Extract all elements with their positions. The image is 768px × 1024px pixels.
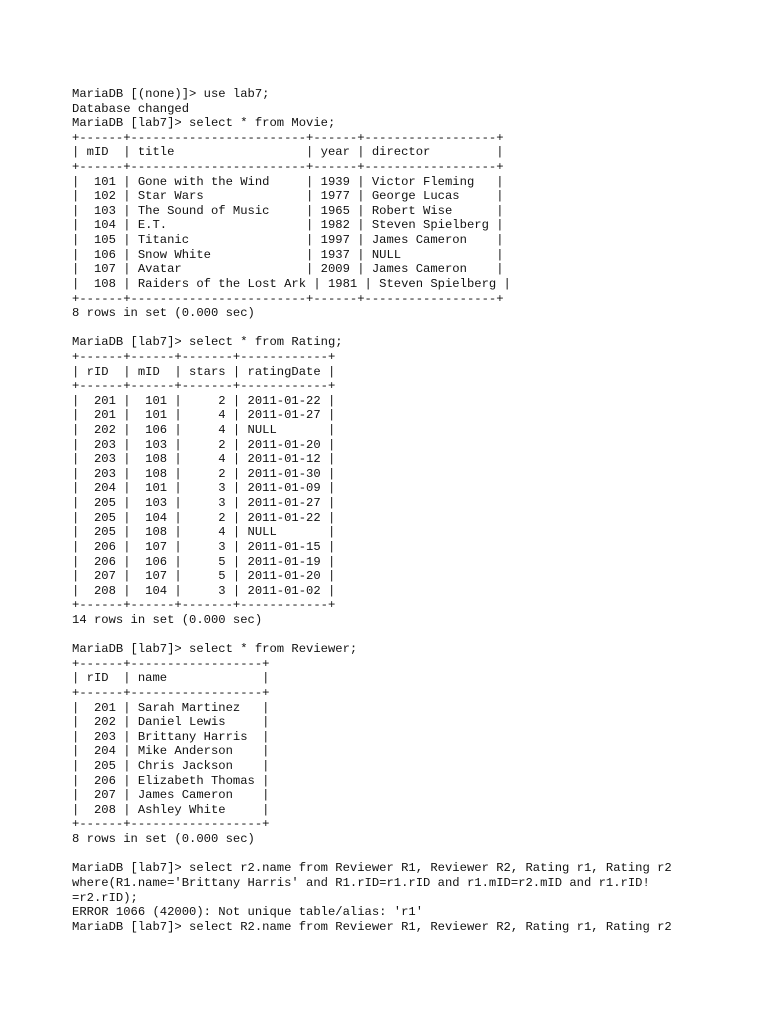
terminal-line: +------+------------------------+------+------------------+ (72, 160, 504, 175)
terminal-line: | 205 | Chris Jackson | (72, 759, 270, 774)
terminal-line: | mID | title | year | director | (72, 145, 504, 160)
terminal-line: | 203 | 103 | 2 | 2011-01-20 | (72, 437, 336, 452)
terminal-line: | 202 | 106 | 4 | NULL | (72, 423, 336, 438)
terminal-line: +------+------------------+ (72, 656, 270, 671)
terminal-line: | 201 | 101 | 2 | 2011-01-22 | (72, 393, 336, 408)
terminal-line: | 105 | Titanic | 1997 | James Cameron | (72, 233, 504, 248)
terminal-line: | 207 | James Cameron | (72, 788, 270, 803)
terminal-line: +------+------+-------+------------+ (72, 349, 336, 364)
terminal-line: | 203 | 108 | 4 | 2011-01-12 | (72, 452, 336, 467)
terminal-line: | 203 | Brittany Harris | (72, 729, 270, 744)
terminal-line: | 202 | Daniel Lewis | (72, 715, 270, 730)
terminal-line: MariaDB [lab7]> select * from Movie; (72, 116, 336, 131)
terminal-line: where(R1.name='Brittany Harris' and R1.rID=r1.rID and r1.mID=r2.mID and r1.rID! (72, 875, 650, 890)
terminal-line: +------+------+-------+------------+ (72, 379, 336, 394)
terminal-line: | 206 | 107 | 3 | 2011-01-15 | (72, 539, 336, 554)
terminal-line: | 204 | Mike Anderson | (72, 744, 270, 759)
terminal-line: MariaDB [lab7]> select * from Rating; (72, 335, 343, 350)
terminal-line (72, 628, 752, 643)
terminal-line: ERROR 1066 (42000): Not unique table/alias: 'r1' (72, 905, 424, 920)
terminal-line (72, 847, 752, 862)
terminal-line: | 203 | 108 | 2 | 2011-01-30 | (72, 466, 336, 481)
terminal-output (72, 87, 752, 934)
terminal-line: MariaDB [lab7]> select r2.name from Reviewer R1, Reviewer R2, Rating r1, Rating r2 (72, 861, 672, 876)
terminal-line: | 106 | Snow White | 1937 | NULL | (72, 247, 504, 262)
terminal-line: | rID | mID | stars | ratingDate | (72, 364, 336, 379)
terminal-line: | 104 | E.T. | 1982 | Steven Spielberg | (72, 218, 504, 233)
terminal-line: | 208 | Ashley White | (72, 802, 270, 817)
terminal-line: MariaDB [lab7]> select * from Reviewer; (72, 642, 358, 657)
terminal-line: +------+------------------+ (72, 817, 270, 832)
terminal-line: MariaDB [(none)]> use lab7; (72, 87, 270, 101)
terminal-line: | 205 | 104 | 2 | 2011-01-22 | (72, 510, 336, 525)
terminal-line: | 103 | The Sound of Music | 1965 | Robert Wise | (72, 203, 504, 218)
terminal-line: 14 rows in set (0.000 sec) (72, 612, 263, 627)
terminal-line (72, 321, 752, 336)
terminal-line: =r2.rID); (72, 890, 138, 905)
terminal-line: +------+------------------+ (72, 685, 270, 700)
terminal-line: | 206 | Elizabeth Thomas | (72, 773, 270, 788)
terminal-line: 8 rows in set (0.000 sec) (72, 832, 255, 847)
terminal-line: +------+------------------------+------+------------------+ (72, 130, 504, 145)
terminal-line: | 205 | 108 | 4 | NULL | (72, 525, 336, 540)
terminal-line: +------+------+-------+------------+ (72, 598, 336, 613)
terminal-line: | 201 | 101 | 4 | 2011-01-27 | (72, 408, 336, 423)
terminal-line: Database changed (72, 101, 190, 116)
terminal-line: | 102 | Star Wars | 1977 | George Lucas | (72, 189, 504, 204)
terminal-line: | 101 | Gone with the Wind | 1939 | Victor Fleming | (72, 174, 504, 189)
terminal-line: | 207 | 107 | 5 | 2011-01-20 | (72, 569, 336, 584)
terminal-line: MariaDB [lab7]> select R2.name from Reviewer R1, Reviewer R2, Rating r1, Rating r2 (72, 919, 672, 934)
terminal-line: | 204 | 101 | 3 | 2011-01-09 | (72, 481, 336, 496)
terminal-line: | 206 | 106 | 5 | 2011-01-19 | (72, 554, 336, 569)
terminal-line: +------+------------------------+------+------------------+ (72, 291, 504, 306)
terminal-line: | 208 | 104 | 3 | 2011-01-02 | (72, 583, 336, 598)
terminal-line: | rID | name | (72, 671, 270, 686)
terminal-line: | 108 | Raiders of the Lost Ark | 1981 | Steven Spielberg | (72, 276, 511, 291)
terminal-line: | 201 | Sarah Martinez | (72, 700, 270, 715)
terminal-line: | 205 | 103 | 3 | 2011-01-27 | (72, 496, 336, 511)
terminal-line: | 107 | Avatar | 2009 | James Cameron | (72, 262, 504, 277)
terminal-line: 8 rows in set (0.000 sec) (72, 306, 255, 321)
